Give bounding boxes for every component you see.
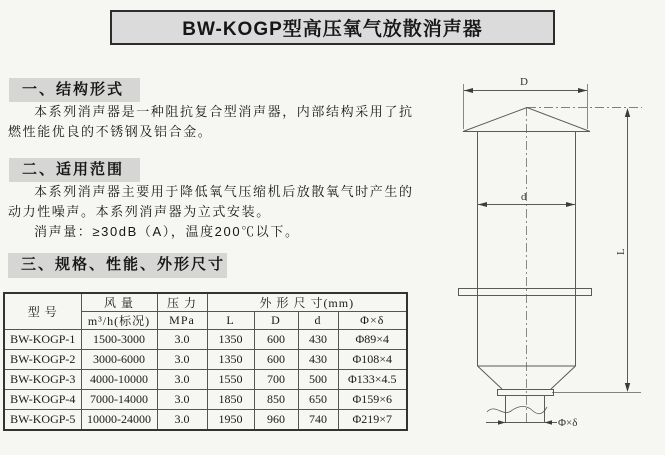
table-cell: Φ219×7	[338, 410, 407, 431]
paragraph: 本系列消声器是一种阻抗复合型消声器，内部结构采用了抗燃性能优良的不锈钢及铝合金。	[8, 104, 414, 139]
table-cell: BW-KOGP-3	[4, 370, 81, 390]
table-cell: 430	[298, 350, 338, 370]
col-header-D: D	[254, 312, 298, 330]
section-application-body	[8, 182, 424, 242]
table-cell: 3.0	[157, 350, 207, 370]
section-heading-application: 二、适用范围	[9, 158, 140, 182]
dimension-label-L: L	[615, 248, 627, 255]
dimension-label-D: D	[520, 76, 528, 88]
col-header-flow-unit: m³/h(标况)	[81, 312, 157, 330]
table-cell: 3000-6000	[81, 350, 157, 370]
table-cell: 3.0	[157, 390, 207, 410]
table-cell: 7000-14000	[81, 390, 157, 410]
paragraph: 本系列消声器主要用于降低氧气压缩机后放散氧气时产生的动力性噪声。本系列消声器为立式安装。	[8, 184, 414, 219]
table-row	[4, 370, 407, 390]
table-cell: Φ108×4	[338, 350, 407, 370]
table-cell: 10000-24000	[81, 410, 157, 431]
page-title: BW-KOGP型高压氧气放散消声器	[110, 10, 555, 45]
table-cell: 850	[254, 390, 298, 410]
table-cell: Φ133×4.5	[338, 370, 407, 390]
table-cell: BW-KOGP-2	[4, 350, 81, 370]
table-cell: 1350	[207, 350, 254, 370]
table-cell: 1350	[207, 330, 254, 350]
section-heading-structure: 一、结构形式	[9, 78, 140, 102]
table-cell: 4000-10000	[81, 370, 157, 390]
table-cell: 1850	[207, 390, 254, 410]
table-row	[4, 410, 407, 431]
table-row	[4, 330, 407, 350]
table-cell: 700	[254, 370, 298, 390]
table-cell: 1550	[207, 370, 254, 390]
dimension-labels	[520, 76, 627, 429]
col-header-pressure: 压 力	[157, 293, 207, 312]
col-header-dimensions: 外 形 尺 寸(mm)	[207, 293, 407, 312]
table-cell: 650	[298, 390, 338, 410]
table-cell: 960	[254, 410, 298, 431]
spec-table	[3, 292, 408, 431]
dimension-label-d: d	[521, 191, 527, 203]
paragraph: 消声量：≥30dB（A），温度200℃以下。	[34, 224, 300, 239]
col-header-phi-delta: Φ×δ	[338, 312, 407, 330]
table-cell: BW-KOGP-4	[4, 390, 81, 410]
section-structure-body	[8, 102, 422, 142]
col-header-L: L	[207, 312, 254, 330]
col-header-d: d	[298, 312, 338, 330]
table-row	[4, 390, 407, 410]
silencer-outline-drawing	[430, 75, 665, 451]
col-header-pressure-unit: MPa	[157, 312, 207, 330]
table-cell: 500	[298, 370, 338, 390]
table-cell: BW-KOGP-1	[4, 330, 81, 350]
table-cell: 3.0	[157, 370, 207, 390]
dimension-arrows	[464, 88, 630, 425]
table-cell: 740	[298, 410, 338, 431]
table-row	[4, 350, 407, 370]
table-cell: 600	[254, 330, 298, 350]
col-header-flow: 风 量	[81, 293, 157, 312]
header-row-1	[4, 293, 407, 312]
section-heading-specs: 三、规格、性能、外形尺寸	[8, 253, 227, 278]
table-cell: 600	[254, 350, 298, 370]
table-cell: BW-KOGP-5	[4, 410, 81, 431]
dimension-label-outlet: Φ×δ	[558, 417, 578, 429]
table-cell: Φ159×6	[338, 390, 407, 410]
table-cell: 1950	[207, 410, 254, 431]
table-cell: Φ89×4	[338, 330, 407, 350]
col-header-model: 型 号	[4, 293, 81, 330]
table-cell: 1500-3000	[81, 330, 157, 350]
table-cell: 430	[298, 330, 338, 350]
table-cell: 3.0	[157, 330, 207, 350]
table-cell: 3.0	[157, 410, 207, 431]
